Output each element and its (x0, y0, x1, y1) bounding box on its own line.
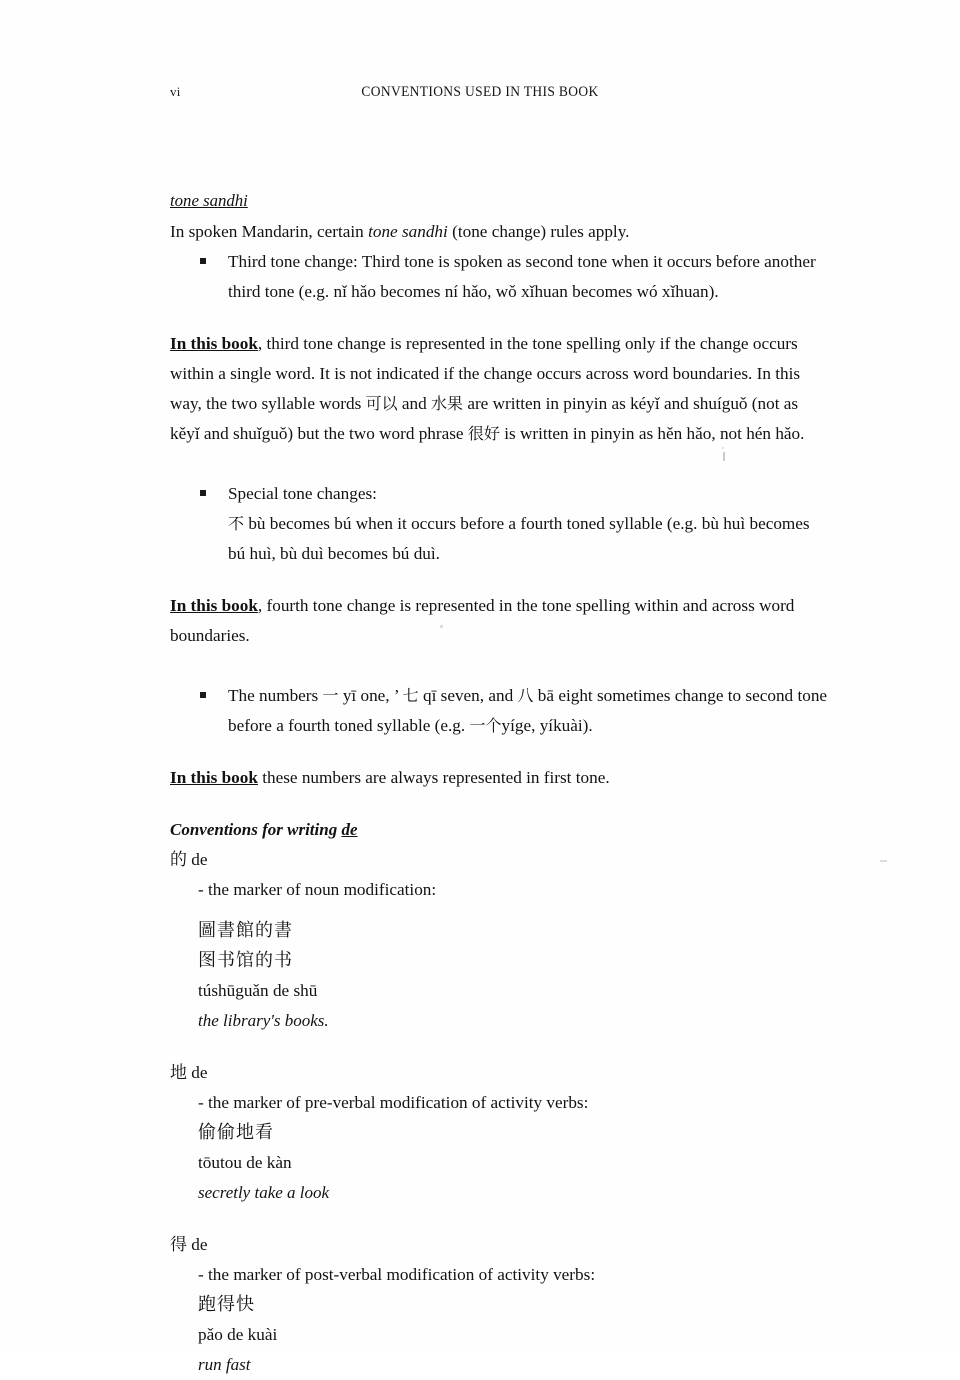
in-this-book-label: In this book (170, 768, 258, 787)
de-entry-gloss: - the marker of pre-verbal modification of activity verbs: (198, 1093, 589, 1112)
bullet-title: Special tone changes: (228, 484, 377, 503)
de-heading-text: Conventions for writing (170, 820, 342, 839)
page-body (170, 186, 830, 1380)
in-this-book-note-fourth-tone (170, 591, 830, 651)
example-translation: secretly take a look (198, 1183, 330, 1202)
numbers-text-d: bā eight sometimes change to second tone before a fourth toned syllable (e.g. (228, 686, 828, 735)
scan-artifact (440, 625, 443, 628)
section-heading-de-conventions (170, 815, 830, 845)
example-traditional: 圖書館的書 (198, 920, 293, 941)
bullet-special-tone-changes (170, 479, 830, 509)
numbers-text-a: The numbers (228, 686, 323, 705)
cjk-yige: 一个 (469, 716, 502, 735)
cjk-de-character: 的 (170, 850, 187, 870)
spacer (170, 1208, 830, 1230)
example-traditional: 偷偷地看 (198, 1122, 274, 1143)
cjk-yi-one: 一 (322, 686, 339, 705)
note-text-a: , third tone change is represented in the tone spelling only if the change occurs within a single word. It is not indicated if the change occurs across word boundaries. In this way, the two syllable words (170, 334, 801, 413)
spacer (170, 651, 830, 681)
spacer (170, 1036, 830, 1058)
scan-artifact (880, 860, 887, 862)
cjk-bu: 不 (228, 514, 245, 533)
bullet-text: Third tone change: Third tone is spoken as second tone when it occurs before another third tone (e.g. nǐ hǎo becomes ní hǎo, wǒ xǐhuan becomes wó xǐhuan). (228, 252, 816, 301)
note-text: , fourth tone change is represented in the tone spelling within and across word boundaries. (170, 596, 795, 645)
in-this-book-note-numbers (170, 763, 830, 793)
special-tone-text: bù becomes bú when it occurs before a fourth toned syllable (e.g. bù huì becomes bú huì, bù duì becomes bú duì. (228, 514, 810, 563)
spacer (170, 449, 830, 479)
de-entry-example (170, 1290, 830, 1380)
example-traditional: 跑得快 (198, 1294, 255, 1315)
page-folio-number: vi (170, 84, 181, 99)
in-this-book-note-third-tone (170, 329, 830, 449)
cjk-de-character: 得 (170, 1235, 187, 1255)
in-this-book-label: In this book (170, 596, 258, 615)
tone-sandhi-intro (170, 217, 830, 247)
de-heading-term: de (341, 820, 358, 839)
de-entry-example (170, 916, 830, 1036)
scan-artifact (722, 447, 724, 449)
note-text-d: is written in pinyin as hěn hǎo, not hén hǎo. (499, 424, 805, 443)
bullet-numbers-tone-change (170, 681, 830, 741)
intro-italic-term: tone sandhi (368, 222, 448, 241)
scan-artifact (723, 452, 725, 461)
section-heading-tone-sandhi: tone sandhi (170, 191, 248, 210)
de-entry-example (170, 1118, 830, 1208)
running-head (0, 84, 960, 104)
numbers-text-b: yī one, ’ (338, 686, 403, 705)
de-romanization: de (191, 1235, 208, 1254)
cjk-shuiguo: 水果 (431, 394, 464, 413)
spacer (170, 793, 830, 815)
spacer (170, 307, 830, 329)
running-head-title: CONVENTIONS USED IN THIS BOOK (361, 83, 599, 100)
square-bullet-icon (200, 692, 206, 698)
intro-text-a: In spoken Mandarin, certain (170, 222, 369, 241)
example-pinyin: túshūguǎn de shū (198, 981, 318, 1000)
de-entry-char-row (170, 1230, 830, 1260)
spacer (170, 741, 830, 763)
cjk-qi-seven: 七 (402, 686, 419, 705)
de-entry-char-row (170, 845, 830, 875)
numbers-text-c: qī seven, and (418, 686, 518, 705)
example-pinyin: pǎo de kuài (198, 1325, 278, 1344)
spacer (170, 569, 830, 591)
spacer (170, 905, 830, 916)
note-text-c: are written in pinyin as kéyǐ and shuíguǒ (not as kěyǐ and shuǐguǒ) but the two word phrase (170, 394, 799, 443)
note-text-b: and (397, 394, 431, 413)
de-entry-gloss: - the marker of noun modification: (198, 880, 437, 899)
example-simplified: 图书馆的书 (198, 950, 293, 971)
cjk-ba-eight: 八 (517, 686, 534, 705)
numbers-text-e: yíge, yíkuài). (501, 716, 593, 735)
intro-text-b: (tone change) rules apply. (447, 222, 630, 241)
de-romanization: de (191, 1063, 208, 1082)
de-entry-char-row (170, 1058, 830, 1088)
cjk-keyi: 可以 (365, 394, 398, 413)
cjk-henhao: 很好 (467, 424, 500, 443)
de-romanization: de (191, 850, 208, 869)
example-pinyin: tōutou de kàn (198, 1153, 292, 1172)
de-entry-gloss: - the marker of post-verbal modification of activity verbs: (198, 1265, 596, 1284)
example-translation: run fast (198, 1355, 251, 1374)
in-this-book-label: In this book (170, 334, 258, 353)
note-text: these numbers are always represented in first tone. (257, 768, 610, 787)
square-bullet-icon (200, 490, 206, 496)
bullet-third-tone-change (170, 247, 830, 307)
square-bullet-icon (200, 258, 206, 264)
example-translation: the library's books. (198, 1011, 329, 1030)
special-tone-body (170, 509, 830, 569)
cjk-de-character: 地 (170, 1063, 187, 1083)
